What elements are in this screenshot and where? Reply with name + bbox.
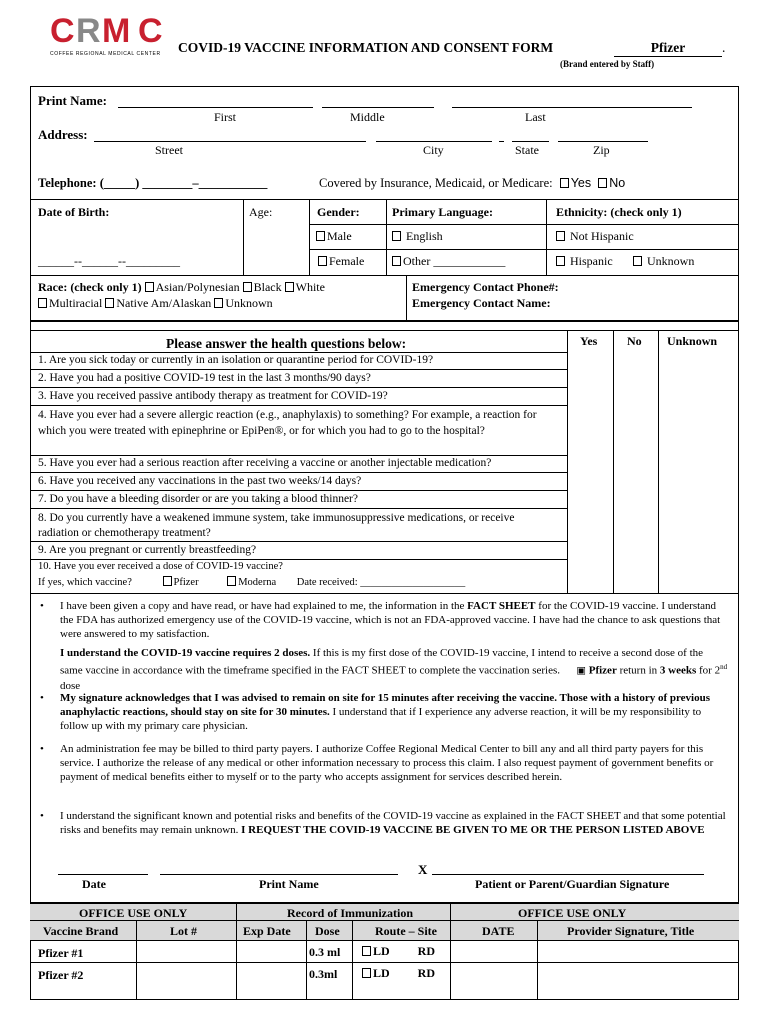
first-name-field[interactable] [118,107,313,108]
insurance-yes-checkbox[interactable] [560,178,569,188]
insurance-label: Covered by Insurance, Medicaid, or Medicare: [319,176,553,190]
insurance-question [319,176,625,191]
consent-paragraph-3: My signature acknowledges that I was advised to remain on site for 15 minutes after receiving the vaccine. Those with a history of previous anaphylactic reactions, should stay on site for 30 minutes. I understand that if I experience any adverse reaction, it will be my responsibility to follow up with my primary care physician. [60,692,710,732]
svg-text:C: C [138,12,162,48]
other-label: Other ____________ [403,254,506,268]
col-route-site: Route – Site [375,924,437,938]
middle-name-field[interactable] [322,107,434,108]
state-label: State [515,143,539,157]
insurance-yes-label: Yes [570,176,592,190]
question-8: 8. Do you currently have a weakened immune system, take immunosuppressive medications, or receive radiation or chemotherapy treatment? [38,512,515,539]
question-9: 9. Are you pregnant or currently breastfeeding? [38,544,257,556]
race-multiracial-checkbox[interactable] [38,298,47,308]
ethnicity-not-hispanic-option[interactable] [556,229,634,244]
race-native-label: Native Am/Alaskan [116,296,212,310]
hispanic-checkbox[interactable] [556,256,565,266]
questions-heading: Please answer the health questions below: [166,336,407,351]
signature-label: Patient or Parent/Guardian Signature [475,877,670,891]
street-field[interactable] [94,141,366,142]
row-2-ld-checkbox[interactable] [362,968,371,978]
q10-moderna-label: Moderna [238,577,277,588]
emergency-phone-label: Emergency Contact Phone#: [412,280,559,294]
age-label: Age: [249,205,273,219]
logo-subtitle: COFFEE REGIONAL MEDICAL CENTER [50,51,161,57]
race-unknown-label: Unknown [225,296,273,310]
col-exp-date: Exp Date [243,924,291,938]
row-1-brand: Pfizer #1 [38,946,84,960]
other-checkbox[interactable] [392,256,401,266]
not-hispanic-label: Not Hispanic [570,229,634,243]
consent-paragraph-5: I understand the significant known and potential risks and benefits of the COVID-19 vaccine as explained in the FACT SHEET and that some potential risks and benefits may remain unknown. I REQUEST THE COVID-19 VACCINE BE GIVEN TO ME OR THE PERSON LISTED ABOVE [60,810,726,836]
race-line-1 [38,280,325,295]
row-1-ld-checkbox[interactable] [362,946,371,956]
question-6: 6. Have you received any vaccinations in the past two weeks/14 days? [38,475,362,487]
gender-female-option[interactable] [318,254,364,269]
consent-paragraph-1: I have been given a copy and have read, or have had explained to me, the information in the FACT SHEET for the COVID-19 vaccine. I understand the FDA has authorized emergency use of the COVID-19 vaccine, which is not an FDA-approved vaccine. I have had the chance to ask questions that were answered to my satisfaction. [60,600,721,640]
date-signature-field[interactable] [58,874,148,875]
hispanic-label: Hispanic [570,254,613,268]
logo [50,12,168,56]
dob-label: Date of Birth: [38,205,110,219]
col-lot: Lot # [170,924,197,938]
zip-label: Zip [593,143,610,157]
question-3: 3. Have you received passive antibody therapy as treatment for COVID-19? [38,390,388,402]
ethnicity-label: Ethnicity: (check only 1) [556,205,682,219]
race-white-label: White [295,280,325,294]
zip-field[interactable] [558,141,648,142]
date-label: Date [82,877,106,891]
ethnicity-unknown-option[interactable] [633,254,694,269]
col-unknown: Unknown [667,334,718,348]
dob-field[interactable]: ______--______--_________ [38,254,180,268]
female-label: Female [329,254,365,268]
q10-pfizer-checkbox[interactable] [163,576,172,586]
city-field[interactable] [376,141,492,142]
col-provider-signature: Provider Signature, Title [567,924,695,938]
middle-label: Middle [350,110,385,124]
race-native-checkbox[interactable] [105,298,114,308]
english-label: English [406,229,443,243]
pfizer-return-checkbox[interactable]: ▣ [576,665,586,677]
row-2-dose: 0.3ml [309,967,338,981]
state-field[interactable] [512,141,549,142]
street-label: Street [155,143,183,157]
which-vaccine-label: If yes, which vaccine? [38,577,132,588]
row-2-brand: Pfizer #2 [38,968,84,982]
signature-field[interactable] [432,874,704,875]
q10-date-field[interactable]: Date received: ____________________ [296,577,466,588]
question-10: 10. Have you ever received a dose of COVID-19 vaccine? [38,561,283,572]
insurance-no-label: No [609,176,626,190]
insurance-no-checkbox[interactable] [598,178,607,188]
consent-paragraph-2: I understand the COVID-19 vaccine requires 2 doses. If this is my first dose of the COVID-19 vaccine, I intend to receive a second dose of the same vaccine in accordance with the timeframe specified in the FACT SHEET to complete the vaccination series. ▣ Pfizer return in 3 weeks for 2nd dose [60,647,728,692]
col-no: No [627,334,642,348]
gender-label: Gender: [317,205,360,219]
print-name-sig-label: Print Name [259,877,319,891]
consent-paragraph-4: An administration fee may be billed to third party payers. I authorize Coffee Regional Medical Center to bill any and all third party payers for this service. I authorize the release of any medical or other information necessary to process this claim. I also request payment of government benefits or payment of medical benefits either to myself or to the party who accepts assignment for services described herein. [60,743,714,783]
office-use-left: OFFICE USE ONLY [79,906,188,920]
race-line-2 [38,296,273,311]
brand-value: Pfizer [650,40,686,55]
question-1: 1. Are you sick today or currently in an isolation or quarantine period for COVID-19? [38,354,434,366]
row-1-dose: 0.3 ml [309,945,341,959]
question-2: 2. Have you had a positive COVID-19 test in the last 3 months/90 days? [38,372,371,384]
race-label: Race: (check only 1) [38,280,142,294]
question-5: 5. Have you ever had a serious reaction after receiving a vaccine or another injectable medication? [38,457,492,469]
city-label: City [423,143,444,157]
male-checkbox[interactable] [316,231,325,241]
question-7: 7. Do you have a bleeding disorder or are you taking a blood thinner? [38,493,358,505]
office-use-right: OFFICE USE ONLY [518,906,627,920]
gender-male-option[interactable] [316,229,352,244]
ethnicity-hispanic-option[interactable] [556,254,613,269]
race-black-label: Black [253,280,282,294]
svg-text:M: M [102,12,130,48]
crmc-logo-icon [50,12,168,48]
female-checkbox[interactable] [318,256,327,266]
record-of-immunization: Record of Immunization [287,906,413,920]
brand-note: (Brand entered by Staff) [560,59,655,69]
not-hispanic-checkbox[interactable] [556,231,565,241]
ethnicity-unknown-label: Unknown [647,254,695,268]
language-other-option[interactable] [392,254,505,269]
emergency-name-label: Emergency Contact Name: [412,296,551,310]
svg-text:R: R [76,12,100,48]
svg-text:C: C [50,12,74,48]
race-unknown-checkbox[interactable] [214,298,223,308]
address-label: Address: [38,127,88,142]
language-label: Primary Language: [392,205,493,219]
race-asian-label: Asian/Polynesian [155,280,240,294]
col-dose: Dose [315,924,340,938]
row-2-route: LD RD [362,966,435,981]
col-vaccine-brand: Vaccine Brand [43,924,119,938]
col-date: DATE [482,924,515,938]
language-english-option[interactable] [392,229,443,244]
question-4: 4. Have you ever had a severe allergic reaction (e.g., anaphylaxis) to something? For example, a reaction for which you were treated with epinephrine or EpiPen®, or for which you had to go to the hospital? [38,409,537,437]
brand-field[interactable] [614,40,722,57]
row-1-route: LD RD [362,944,435,959]
question-10-detail [38,576,465,588]
last-name-field[interactable] [452,107,692,108]
race-white-checkbox[interactable] [285,282,294,292]
male-label: Male [327,229,352,243]
ethnicity-unknown-checkbox[interactable] [633,256,642,266]
print-name-signature-field[interactable] [160,874,398,875]
q10-pfizer-label: Pfizer [173,577,199,588]
race-multiracial-label: Multiracial [49,296,103,310]
telephone-field[interactable]: Telephone: (_____) ________–___________ [38,176,268,190]
print-name-label: Print Name: [38,93,107,108]
first-label: First [214,110,237,124]
col-yes: Yes [580,334,598,348]
race-black-checkbox[interactable] [243,282,252,292]
form-title: COVID-19 VACCINE INFORMATION AND CONSENT FORM [178,40,554,55]
q10-moderna-checkbox[interactable] [227,576,236,586]
race-asian-checkbox[interactable] [145,282,154,292]
x-mark: X [418,862,428,877]
english-checkbox[interactable] [392,231,401,241]
last-label: Last [525,110,546,124]
